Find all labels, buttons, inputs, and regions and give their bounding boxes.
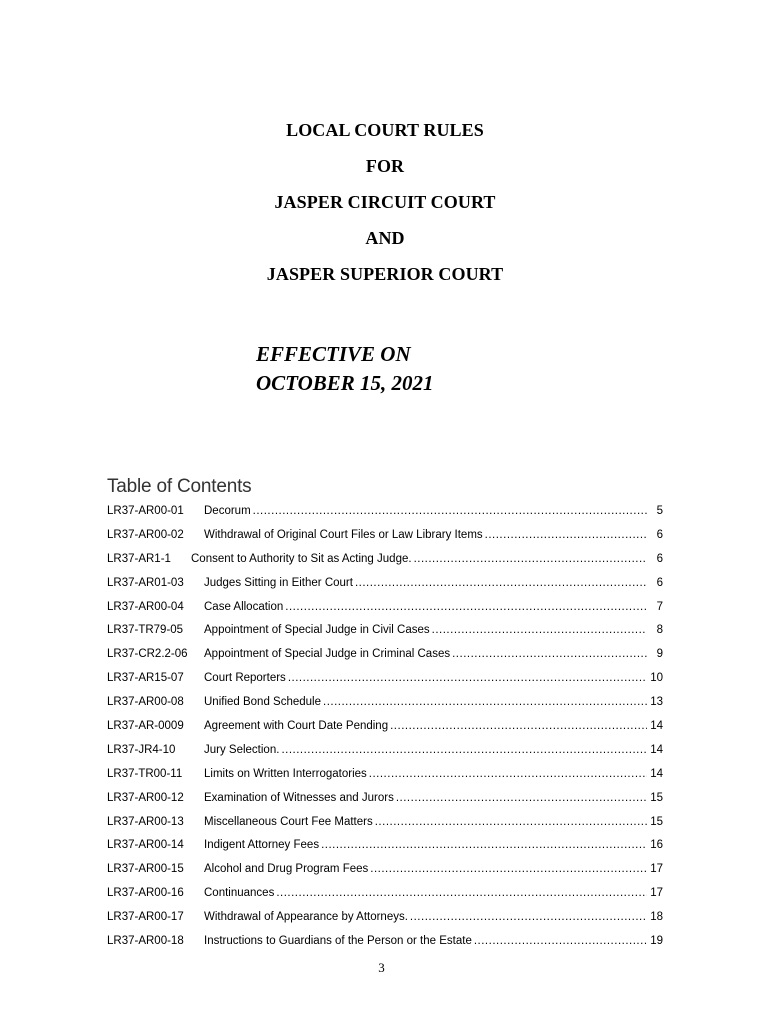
toc-entry-title: Judges Sitting in Either Court: [204, 576, 353, 589]
toc-entry-title: Miscellaneous Court Fee Matters: [204, 815, 373, 828]
toc-entry-page: 14: [650, 767, 663, 780]
toc-dot-leader: [253, 503, 647, 519]
toc-entry-title: Indigent Attorney Fees: [204, 839, 320, 852]
toc-entry-page: 15: [650, 815, 663, 828]
toc-entry-code: LR37-AR00-18: [107, 935, 184, 948]
toc-entry-page: 15: [650, 791, 663, 804]
toc-entry-code: LR37-AR00-04: [107, 600, 184, 613]
toc-entry-title: Alcohol and Drug Program Fees: [204, 863, 369, 876]
toc-entry[interactable]: [107, 575, 663, 599]
toc-entry[interactable]: [107, 742, 663, 766]
toc-entry-page: 5: [656, 505, 663, 517]
toc-dot-leader: [474, 933, 647, 949]
toc-entry[interactable]: [107, 527, 663, 551]
toc-entry-code: LR37-AR-0009: [107, 720, 184, 733]
toc-entry-page: 17: [650, 887, 663, 900]
toc-entry-page: 14: [650, 743, 663, 756]
toc-entry-title: Appointment of Special Judge in Criminal Cases: [204, 648, 451, 661]
effective-date: [256, 340, 434, 398]
toc-dot-leader: [276, 885, 647, 901]
toc-entry-code: LR37-AR00-16: [107, 887, 184, 900]
toc-entry[interactable]: [107, 670, 663, 694]
toc-entry-page: 18: [650, 911, 663, 924]
toc-entry-title: Continuances: [204, 887, 275, 900]
title-line-2: FOR: [365, 156, 405, 176]
toc-entry-title: Instructions to Guardians of the Person or the Estate: [204, 935, 472, 948]
toc-entry-page: 7: [656, 600, 663, 613]
table-of-contents: [107, 503, 663, 957]
title-line-4: AND: [365, 228, 405, 248]
toc-dot-leader: [414, 551, 647, 567]
toc-entry-code: LR37-AR00-01: [107, 505, 184, 517]
toc-entry[interactable]: [107, 551, 663, 575]
toc-entry[interactable]: [107, 814, 663, 838]
toc-dot-leader: [390, 718, 647, 734]
effective-line-1: EFFECTIVE ON: [256, 342, 411, 366]
toc-entry-title: Case Allocation: [204, 600, 284, 613]
title-block: [0, 118, 770, 298]
page-number: 3: [378, 960, 385, 975]
toc-entry-title: Examination of Witnesses and Jurors: [204, 791, 394, 804]
toc-dot-leader: [281, 742, 647, 758]
toc-entry[interactable]: [107, 909, 663, 933]
toc-entry-code: LR37-AR01-03: [107, 576, 184, 589]
toc-entry[interactable]: [107, 646, 663, 670]
toc-entry[interactable]: [107, 861, 663, 885]
toc-entry[interactable]: [107, 885, 663, 909]
toc-entry-title: Withdrawal of Original Court Files or Law Library Items: [204, 528, 483, 541]
toc-entry-page: 10: [650, 672, 663, 685]
toc-entry-code: LR37-TR00-11: [107, 767, 183, 780]
toc-dot-leader: [432, 622, 647, 638]
toc-entry[interactable]: [107, 694, 663, 718]
toc-entry-page: 13: [650, 696, 663, 709]
toc-entry[interactable]: [107, 718, 663, 742]
toc-dot-leader: [375, 814, 647, 830]
toc-entry-code: LR37-AR15-07: [107, 672, 184, 685]
toc-dot-leader: [285, 599, 647, 615]
toc-entry-title: Jury Selection.: [204, 743, 280, 756]
toc-entry-title: Limits on Written Interrogatories: [204, 767, 367, 780]
toc-entry-code: LR37-JR4-10: [107, 743, 176, 756]
toc-entry-page: 14: [650, 720, 663, 733]
toc-entry-code: LR37-CR2.2-06: [107, 648, 188, 661]
toc-entry-page: 19: [650, 935, 663, 948]
toc-entry[interactable]: [107, 503, 663, 527]
toc-entry-page: 16: [650, 839, 663, 852]
toc-dot-leader: [369, 766, 647, 782]
toc-entry-code: LR37-AR00-13: [107, 815, 184, 828]
title-line-5: JASPER SUPERIOR COURT: [266, 264, 504, 284]
toc-entry-code: LR37-AR1-1: [107, 552, 171, 565]
toc-entry-title: Withdrawal of Appearance by Attorneys.: [204, 911, 408, 924]
toc-entry-title: Agreement with Court Date Pending: [204, 720, 389, 733]
toc-dot-leader: [410, 909, 647, 925]
toc-heading: Table of Contents: [107, 476, 252, 497]
toc-entry-page: 6: [656, 576, 663, 589]
toc-entry-code: LR37-AR00-02: [107, 528, 184, 541]
toc-entry-code: LR37-AR00-08: [107, 696, 184, 709]
effective-line-2: OCTOBER 15, 2021: [256, 371, 434, 395]
toc-entry-title: Consent to Authority to Sit as Acting Judge.: [191, 552, 412, 565]
toc-entry-code: LR37-TR79-05: [107, 624, 184, 637]
toc-dot-leader: [321, 837, 647, 853]
toc-entry[interactable]: [107, 933, 663, 957]
toc-entry[interactable]: [107, 837, 663, 861]
toc-entry-title: Appointment of Special Judge in Civil Cases: [204, 624, 430, 637]
toc-entry[interactable]: [107, 599, 663, 623]
title-line-1: LOCAL COURT RULES: [286, 120, 484, 140]
toc-entry-page: 9: [656, 648, 663, 661]
toc-entry-title: Unified Bond Schedule: [204, 696, 321, 709]
toc-entry[interactable]: [107, 790, 663, 814]
toc-entry-code: LR37-AR00-12: [107, 791, 184, 804]
toc-entry[interactable]: [107, 766, 663, 790]
toc-entry-title: Court Reporters: [204, 672, 286, 685]
toc-entry-page: 8: [656, 624, 663, 637]
toc-dot-leader: [323, 694, 647, 710]
toc-dot-leader: [288, 670, 647, 686]
toc-entry-title: Decorum: [204, 505, 251, 517]
toc-entry-page: 17: [650, 863, 663, 876]
toc-entry[interactable]: [107, 622, 663, 646]
toc-dot-leader: [396, 790, 647, 806]
toc-entry-page: 6: [656, 528, 663, 541]
title-line-3: JASPER CIRCUIT COURT: [274, 192, 496, 212]
toc-entry-code: LR37-AR00-14: [107, 839, 184, 852]
toc-dot-leader: [370, 861, 647, 877]
toc-entry-code: LR37-AR00-15: [107, 863, 184, 876]
toc-entry-code: LR37-AR00-17: [107, 911, 184, 924]
toc-entry-page: 6: [656, 552, 663, 565]
toc-dot-leader: [355, 575, 647, 591]
toc-dot-leader: [485, 527, 647, 543]
toc-dot-leader: [452, 646, 647, 662]
